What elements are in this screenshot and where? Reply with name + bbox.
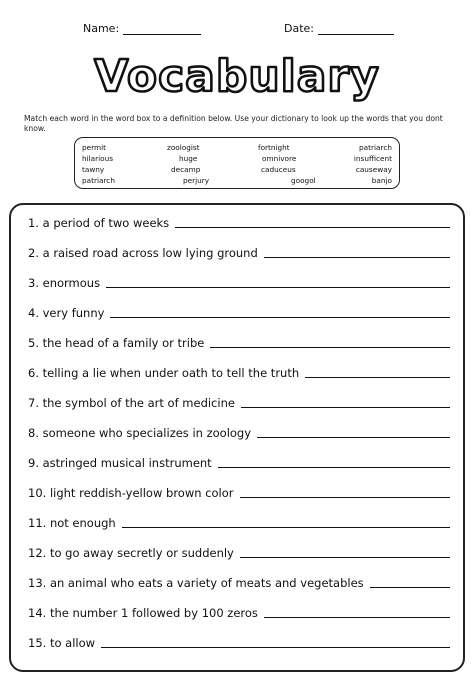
question-row (28, 334, 450, 350)
question-row (28, 454, 450, 470)
answer-blank[interactable] (241, 406, 450, 408)
word-box-item: caduceus (261, 165, 296, 174)
question-text: 12. to go away secretly or suddenly (28, 546, 234, 560)
word-box-item: patriarch (359, 143, 392, 152)
name-blank[interactable] (123, 23, 201, 35)
question-text: 10. light reddish-yellow brown color (28, 486, 234, 500)
question-text: 2. a raised road across low lying ground (28, 246, 258, 260)
name-label: Name: (83, 22, 120, 35)
word-box (74, 137, 400, 189)
word-box-item: googol (291, 176, 316, 185)
answer-blank[interactable] (257, 436, 450, 438)
question-text: 5. the head of a family or tribe (28, 336, 205, 350)
word-box-item: omnivore (262, 154, 297, 163)
question-text: 4. very funny (28, 306, 105, 320)
question-row (28, 574, 450, 590)
date-blank[interactable] (318, 23, 394, 35)
word-box-item: hilarious (82, 154, 114, 163)
word-box-item: fortnight (258, 143, 290, 152)
date-label: Date: (284, 22, 314, 35)
question-row (28, 274, 450, 290)
question-text: 14. the number 1 followed by 100 zeros (28, 606, 258, 620)
question-text: 1. a period of two weeks (28, 216, 170, 230)
question-row (28, 364, 450, 380)
answer-blank[interactable] (101, 646, 450, 648)
word-box-item: patriarch (82, 176, 115, 185)
instructions-text: Match each word in the word box to a definition below. Use your dictionary to look up the words that you dont know. (24, 114, 443, 133)
word-box-item: tawny (82, 165, 105, 174)
question-text: 3. enormous (28, 276, 101, 290)
answer-blank[interactable] (210, 346, 450, 348)
title-svg (0, 46, 474, 106)
question-row (28, 394, 450, 410)
answer-blank[interactable] (106, 286, 450, 288)
answer-blank[interactable] (122, 526, 450, 528)
question-text: 6. telling a lie when under oath to tell the truth (28, 366, 300, 380)
answer-blank[interactable] (240, 496, 450, 498)
answer-blank[interactable] (110, 316, 450, 318)
question-row (28, 634, 450, 650)
question-text: 15. to allow (28, 636, 96, 650)
question-text: 11. not enough (28, 516, 116, 530)
questions-panel (9, 203, 465, 672)
question-row (28, 424, 450, 440)
question-text: 9. astringed musical instrument (28, 456, 212, 470)
word-box-item: permit (82, 143, 106, 152)
answer-blank[interactable] (218, 466, 450, 468)
question-row (28, 544, 450, 560)
question-row (28, 244, 450, 260)
answer-blank[interactable] (370, 586, 450, 588)
answer-blank[interactable] (175, 226, 450, 228)
word-box-item: insufficent (353, 154, 392, 163)
word-box-item: decamp (171, 165, 201, 174)
answer-blank[interactable] (305, 376, 450, 378)
answer-blank[interactable] (240, 556, 450, 558)
question-row (28, 604, 450, 620)
question-text: 8. someone who specializes in zoology (28, 426, 252, 440)
word-box-item: zoologist (167, 143, 200, 152)
question-row (28, 304, 450, 320)
date-field (284, 22, 394, 35)
question-row (28, 514, 450, 530)
word-box-item: banjo (371, 176, 392, 185)
page-title: Vocabulary (94, 51, 380, 102)
word-box-item: causeway (355, 165, 392, 174)
word-box-item: perjury (183, 176, 210, 185)
title-banner (0, 46, 474, 106)
answer-blank[interactable] (264, 256, 450, 258)
answer-blank[interactable] (264, 616, 450, 618)
question-row (28, 484, 450, 500)
question-text: 7. the symbol of the art of medicine (28, 396, 235, 410)
question-text: 13. an animal who eats a variety of meats and vegetables (28, 576, 364, 590)
name-field (83, 22, 201, 35)
question-row (28, 214, 450, 230)
word-box-item: huge (179, 154, 198, 163)
